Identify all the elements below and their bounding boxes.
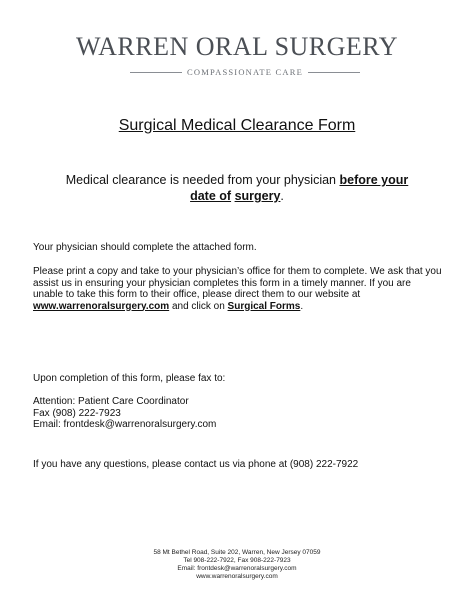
notice-emphasis-2: date of bbox=[190, 189, 232, 203]
notice-end: . bbox=[280, 189, 284, 203]
contact-attention: Attention: Patient Care Coordinator bbox=[33, 396, 189, 407]
logo bbox=[0, 30, 474, 77]
questions-paragraph: If you have any questions, please contact us via phone at (908) 222-7922 bbox=[33, 459, 359, 470]
notice-text: Medical clearance is needed from your physician bbox=[65, 173, 340, 187]
clearance-notice bbox=[40, 172, 434, 204]
page-title: Surgical Medical Clearance Form bbox=[118, 117, 356, 134]
logo-tagline: COMPASSIONATE CARE bbox=[187, 67, 303, 77]
contact-email: Email: frontdesk@warrenoralsurgery.com bbox=[33, 419, 217, 430]
contact-block bbox=[33, 396, 443, 431]
logo-tagline-row bbox=[130, 65, 360, 79]
logo-rule-right bbox=[308, 72, 360, 73]
contact-fax: Fax (908) 222-7923 bbox=[33, 407, 121, 419]
footer-phones: Tel 908-222-7922, Fax 908-222-7923 bbox=[183, 557, 291, 564]
footer-address: 58 Mt Bethel Road, Suite 202, Warren, New Jersey 07059 bbox=[153, 549, 321, 556]
instruction-paragraph-2 bbox=[33, 266, 443, 312]
footer-website: www.warrenoralsurgery.com bbox=[196, 573, 278, 580]
website-link[interactable]: www.warrenoralsurgery.com bbox=[33, 300, 170, 312]
notice-emphasis-3: surgery bbox=[234, 189, 281, 203]
surgical-forms-link[interactable]: Surgical Forms bbox=[227, 300, 301, 312]
logo-name: WARREN ORAL SURGERY bbox=[75, 32, 398, 61]
notice-emphasis-1: before your bbox=[339, 173, 409, 187]
footer bbox=[0, 549, 474, 581]
instruction-text-end: . bbox=[300, 300, 304, 312]
instruction-text: Please print a copy and take to your physician’s office for them to complete. We ask that you assist us in ensuring your physician completes this form in a timely manner. If you are unable to take this form to their office, please direct them to our website at bbox=[33, 266, 442, 300]
fax-instruction: Upon completion of this form, please fax to: bbox=[33, 373, 226, 384]
footer-email: Email: frontdesk@warrenoralsurgery.com bbox=[177, 565, 297, 572]
instruction-paragraph-1: Your physician should complete the attached form. bbox=[33, 242, 257, 253]
logo-rule-left bbox=[130, 72, 182, 73]
instruction-text-mid: and click on bbox=[169, 300, 228, 312]
